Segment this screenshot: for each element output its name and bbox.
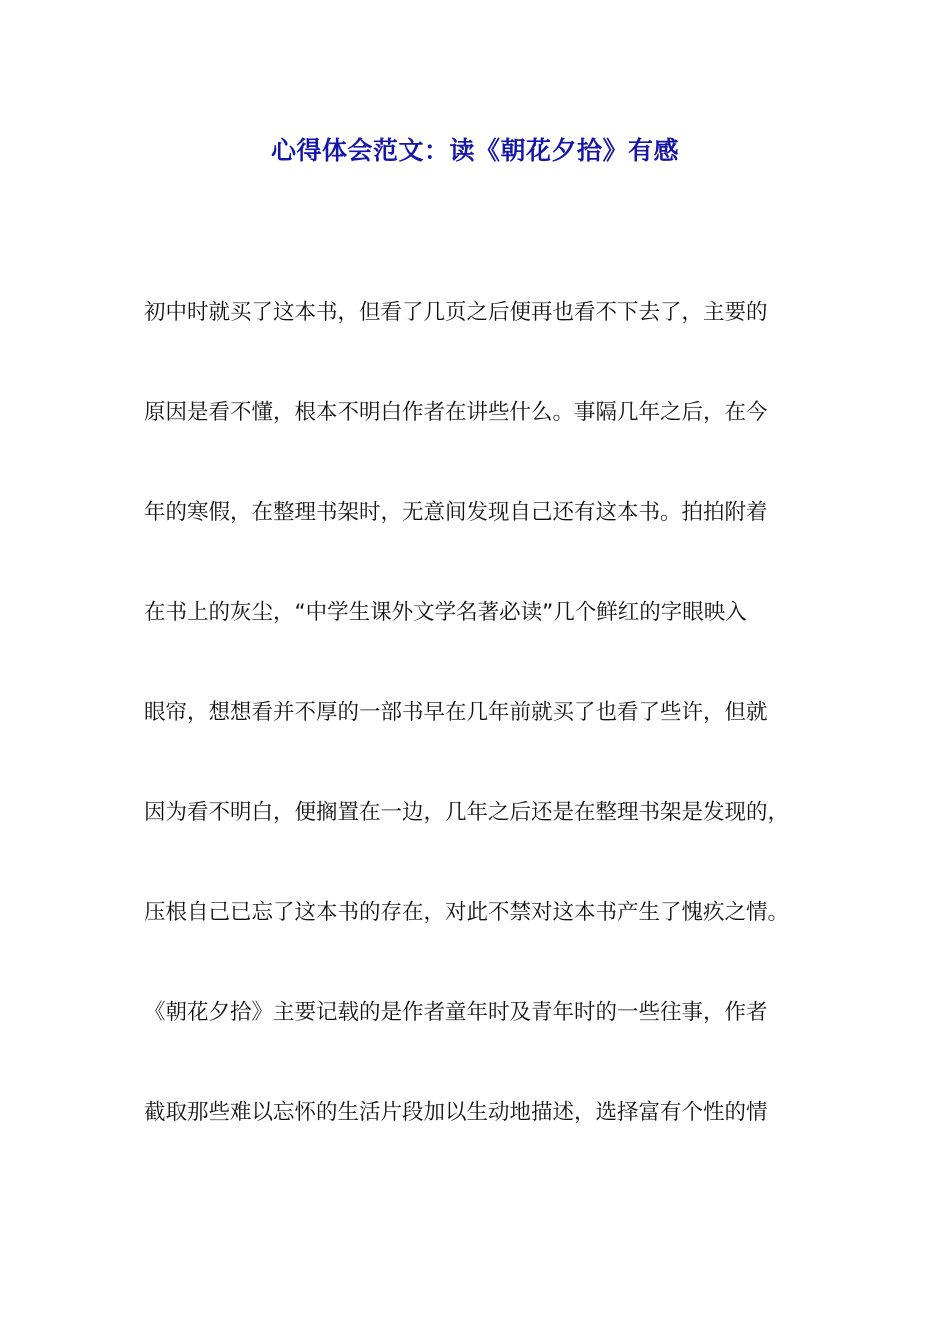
paragraph-line: 眼帘，想想看并不厚的一部书早在几年前就买了也看了些许，但就 — [144, 700, 768, 725]
paragraph-line: 截取那些难以忘怀的生活片段加以生动地描述，选择富有个性的情 — [144, 1100, 768, 1125]
paragraph-line: 初中时就买了这本书，但看了几页之后便再也看不下去了，主要的 — [144, 300, 768, 325]
paragraph-line: 在书上的灰尘，“中学生课外文学名著必读”几个鲜红的字眼映入 — [144, 600, 747, 625]
paragraph-line: 年的寒假，在整理书架时，无意间发现自己还有这本书。拍拍附着 — [144, 500, 768, 525]
document-title: 心得体会范文：读《朝花夕拾》有感 — [270, 136, 679, 165]
paragraph-line: 《朝花夕拾》主要记载的是作者童年时及青年时的一些往事，作者 — [144, 1000, 768, 1025]
document-body — [144, 291, 834, 1191]
paragraph-line: 压根自己已忘了这本书的存在，对此不禁对这本书产生了愧疚之情。 — [144, 900, 790, 925]
paragraph-line: 因为看不明白，便搁置在一边，几年之后还是在整理书架是发现的， — [144, 800, 790, 825]
paragraph-line: 原因是看不懂，根本不明白作者在讲些什么。事隔几年之后，在今 — [144, 400, 768, 425]
